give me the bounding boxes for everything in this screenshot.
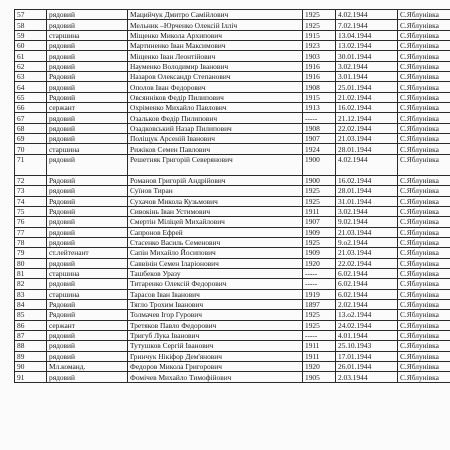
birth-year-cell: ----- (303, 330, 336, 340)
burial-place-cell: С.Яблунівка (398, 372, 450, 382)
row-number-cell: 65 (15, 92, 47, 102)
rank-cell: рядовий (47, 351, 128, 361)
roster-table (14, 9, 450, 383)
table-row (15, 310, 450, 320)
death-date-cell: 21.03.1944 (336, 248, 398, 258)
burial-place-cell: С.Яблунівка (398, 268, 450, 278)
name-cell: Назаров Олександр Степанович (128, 72, 303, 82)
rank-cell: старшина (47, 268, 128, 278)
rank-cell: рядовий (47, 217, 128, 227)
table-row (15, 196, 450, 206)
table-row (15, 186, 450, 196)
table-row (15, 299, 450, 309)
burial-place-cell: С.Яблунівка (398, 72, 450, 82)
death-date-cell: 31.01.1944 (336, 196, 398, 206)
rank-cell: рядовий (47, 51, 128, 61)
name-cell: Тригуб Лука Іванович (128, 330, 303, 340)
birth-year-cell: ----- (303, 279, 336, 289)
rank-cell: сержант (47, 320, 128, 330)
burial-place-cell: С.Яблунівка (398, 123, 450, 133)
name-cell: Сухачов Микола Кузьмович (128, 196, 303, 206)
death-date-cell: 3.02.1944 (336, 206, 398, 216)
page-margin (0, 430, 450, 450)
rank-cell: рядовий (47, 82, 128, 92)
table-row (15, 248, 450, 258)
birth-year-cell: 1907 (303, 134, 336, 144)
name-cell: Міщенко Іван Леонтійович (128, 51, 303, 61)
name-cell: Гринчук Нікіфор Дем'янович (128, 351, 303, 361)
row-number-cell: 69 (15, 134, 47, 144)
row-number-cell: 68 (15, 123, 47, 133)
table-row (15, 227, 450, 237)
row-number-cell: 67 (15, 113, 47, 123)
name-cell: Мельник –Юрченко Олексій Ілліч (128, 20, 303, 30)
name-cell: Науменко Володимир Іванович (128, 61, 303, 71)
row-number-cell: 84 (15, 299, 47, 309)
rank-cell: рядовий (47, 20, 128, 30)
rank-cell: рядовий (47, 134, 128, 144)
burial-place-cell: С.Яблунівка (398, 362, 450, 372)
row-number-cell: 58 (15, 20, 47, 30)
burial-place-cell: С.Яблунівка (398, 51, 450, 61)
table-row (15, 61, 450, 71)
table-row (15, 268, 450, 278)
rank-cell: рядовий (47, 186, 128, 196)
burial-place-cell: С.Яблунівка (398, 237, 450, 247)
row-number-cell: 90 (15, 362, 47, 372)
row-number-cell: 87 (15, 330, 47, 340)
burial-place-cell: С.Яблунівка (398, 41, 450, 51)
table-row (15, 51, 450, 61)
birth-year-cell: 1925 (303, 237, 336, 247)
death-date-cell: 4.02.1944 (336, 154, 398, 175)
name-cell: Стасенко Василь Семенович (128, 237, 303, 247)
burial-place-cell: С.Яблунівка (398, 227, 450, 237)
name-cell: Сапін Михайло Йосипович (128, 248, 303, 258)
death-date-cell: 24.02.1944 (336, 320, 398, 330)
rank-cell: рядовий (47, 41, 128, 51)
burial-place-cell: С.Яблунівка (398, 10, 450, 20)
rank-cell: рядовий (47, 113, 128, 123)
table-row (15, 92, 450, 102)
burial-place-cell: С.Яблунівка (398, 82, 450, 92)
birth-year-cell: 1915 (303, 92, 336, 102)
name-cell: Мартиненко Іван Максимович (128, 41, 303, 51)
table-row (15, 330, 450, 340)
birth-year-cell: 1908 (303, 123, 336, 133)
rank-cell: рядовий (47, 123, 128, 133)
rank-cell: ст.лейтенант (47, 248, 128, 258)
burial-place-cell: С.Яблунівка (398, 196, 450, 206)
birth-year-cell: 1913 (303, 103, 336, 113)
rank-cell: Рядовий (47, 206, 128, 216)
death-date-cell: 9.о2.1944 (336, 237, 398, 247)
burial-place-cell: С.Яблунівка (398, 310, 450, 320)
row-number-cell: 57 (15, 10, 47, 20)
rank-cell: Мл.команд. (47, 362, 128, 372)
rank-cell: рядовий (47, 237, 128, 247)
rank-cell: Рядовий (47, 196, 128, 206)
name-cell: Ташбеков Уразу (128, 268, 303, 278)
burial-place-cell: С.Яблунівка (398, 289, 450, 299)
row-number-cell: 88 (15, 341, 47, 351)
table-row (15, 30, 450, 40)
name-cell: Озальков Федір Пилипович (128, 113, 303, 123)
name-cell: Федоров Микола Григорович (128, 362, 303, 372)
name-cell: Міщенко Микола Архипович (128, 30, 303, 40)
death-date-cell: 21.03.1944 (336, 134, 398, 144)
birth-year-cell: 1925 (303, 310, 336, 320)
rank-cell: рядовий (47, 341, 128, 351)
burial-place-cell: С.Яблунівка (398, 299, 450, 309)
table-row (15, 82, 450, 92)
name-cell: Третяков Павло Федорович (128, 320, 303, 330)
death-date-cell: 22.02.1944 (336, 258, 398, 268)
birth-year-cell: 1900 (303, 175, 336, 185)
birth-year-cell: 1915 (303, 30, 336, 40)
name-cell: Саввінін Семен Іларіонович (128, 258, 303, 268)
row-number-cell: 72 (15, 175, 47, 185)
burial-place-cell: С.Яблунівка (398, 92, 450, 102)
death-date-cell: 3.01.1944 (336, 72, 398, 82)
death-date-cell: 6.02.1944 (336, 268, 398, 278)
death-date-cell: 3.02.1944 (336, 61, 398, 71)
burial-place-cell: С.Яблунівка (398, 248, 450, 258)
burial-place-cell: С.Яблунівка (398, 144, 450, 154)
death-date-cell: 16.02.1944 (336, 103, 398, 113)
table-row (15, 41, 450, 51)
burial-place-cell: С.Яблунівка (398, 330, 450, 340)
birth-year-cell: 1920 (303, 362, 336, 372)
death-date-cell: 2.02.1944 (336, 299, 398, 309)
table-row (15, 103, 450, 113)
name-cell: Ополов Іван Федорович (128, 82, 303, 92)
row-number-cell: 61 (15, 51, 47, 61)
death-date-cell: 17.01.1944 (336, 351, 398, 361)
birth-year-cell: 1911 (303, 351, 336, 361)
birth-year-cell: ----- (303, 268, 336, 278)
name-cell: Тарасов Іван Іванович (128, 289, 303, 299)
row-number-cell: 60 (15, 41, 47, 51)
death-date-cell: 13.о2.1944 (336, 310, 398, 320)
birth-year-cell: 1919 (303, 289, 336, 299)
rank-cell: Рядовий (47, 299, 128, 309)
birth-year-cell: 1916 (303, 61, 336, 71)
row-number-cell: 82 (15, 279, 47, 289)
table-row (15, 144, 450, 154)
birth-year-cell: 1925 (303, 196, 336, 206)
death-date-cell: 21.02.1944 (336, 92, 398, 102)
rank-cell: рядовий (47, 61, 128, 71)
name-cell: Романов Григорій Андрійович (128, 175, 303, 185)
burial-place-cell: С.Яблунівка (398, 134, 450, 144)
rank-cell: Рядовий (47, 72, 128, 82)
row-number-cell: 79 (15, 248, 47, 258)
death-date-cell: 7.02.1944 (336, 20, 398, 30)
birth-year-cell: 1923 (303, 41, 336, 51)
name-cell: Мацийчук Дмитро Самійлович (128, 10, 303, 20)
rank-cell: рядовий (47, 258, 128, 268)
death-date-cell: 21.12.1944 (336, 113, 398, 123)
row-number-cell: 59 (15, 30, 47, 40)
birth-year-cell: 1900 (303, 154, 336, 175)
rank-cell: старшина (47, 144, 128, 154)
birth-year-cell: 1903 (303, 51, 336, 61)
birth-year-cell: 1920 (303, 258, 336, 268)
death-date-cell: 26.01.1944 (336, 362, 398, 372)
name-cell: Рижіков Семен Павлович (128, 144, 303, 154)
name-cell: Тягло Трохим Іванович (128, 299, 303, 309)
death-date-cell: 13.02.1944 (336, 41, 398, 51)
death-date-cell: 13.04.1944 (336, 30, 398, 40)
table-row (15, 154, 450, 175)
table-row (15, 217, 450, 227)
burial-place-cell: С.Яблунівка (398, 320, 450, 330)
death-date-cell: 6.02.1944 (336, 289, 398, 299)
row-number-cell: 71 (15, 154, 47, 175)
birth-year-cell: 1911 (303, 206, 336, 216)
row-number-cell: 81 (15, 268, 47, 278)
name-cell: Толмачев Ігор Гурович (128, 310, 303, 320)
burial-place-cell: С.Яблунівка (398, 351, 450, 361)
birth-year-cell: 1925 (303, 10, 336, 20)
burial-place-cell: С.Яблунівка (398, 103, 450, 113)
row-number-cell: 89 (15, 351, 47, 361)
rank-cell: рядовий (47, 330, 128, 340)
rank-cell: рядовий (47, 227, 128, 237)
death-date-cell: 28.01.1944 (336, 144, 398, 154)
row-number-cell: 85 (15, 310, 47, 320)
row-number-cell: 80 (15, 258, 47, 268)
birth-year-cell: 1916 (303, 72, 336, 82)
death-date-cell: 4.01.1944 (336, 330, 398, 340)
rank-cell: рядовий (47, 372, 128, 382)
burial-place-cell: С.Яблунівка (398, 217, 450, 227)
burial-place-cell: С.Яблунівка (398, 113, 450, 123)
burial-place-cell: С.Яблунівка (398, 279, 450, 289)
burial-place-cell: С.Яблунівка (398, 61, 450, 71)
birth-year-cell: 1908 (303, 82, 336, 92)
death-date-cell: 25.01.1944 (336, 82, 398, 92)
burial-place-cell: С.Яблунівка (398, 154, 450, 175)
row-number-cell: 78 (15, 237, 47, 247)
death-date-cell: 25.10.1943 (336, 341, 398, 351)
row-number-cell: 83 (15, 289, 47, 299)
death-date-cell: 30.01.1944 (336, 51, 398, 61)
table-row (15, 362, 450, 372)
row-number-cell: 73 (15, 186, 47, 196)
rank-cell: Рядовий (47, 175, 128, 185)
table-row (15, 72, 450, 82)
row-number-cell: 76 (15, 217, 47, 227)
death-date-cell: 6.02.1944 (336, 279, 398, 289)
birth-year-cell: 1925 (303, 186, 336, 196)
rank-cell: старшина (47, 289, 128, 299)
rank-cell: рядовий (47, 10, 128, 20)
table-row (15, 372, 450, 382)
table-row (15, 10, 450, 20)
burial-place-cell: С.Яблунівка (398, 20, 450, 30)
name-cell: Сапронов Ефрей (128, 227, 303, 237)
death-date-cell: 21.03.1944 (336, 227, 398, 237)
row-number-cell: 66 (15, 103, 47, 113)
rank-cell: рядовий (47, 154, 128, 175)
name-cell: Сивокінь Іван Устимович (128, 206, 303, 216)
name-cell: Поліщук Арсеній Іванович (128, 134, 303, 144)
burial-place-cell: С.Яблунівка (398, 258, 450, 268)
birth-year-cell: 1924 (303, 144, 336, 154)
burial-place-cell: С.Яблунівка (398, 175, 450, 185)
rank-cell: Рядовий (47, 92, 128, 102)
burial-place-cell: С.Яблунівка (398, 186, 450, 196)
burial-place-cell: С.Яблунівка (398, 30, 450, 40)
row-number-cell: 62 (15, 61, 47, 71)
table-row (15, 258, 450, 268)
row-number-cell: 75 (15, 206, 47, 216)
rank-cell: сержант (47, 103, 128, 113)
birth-year-cell: 1907 (303, 217, 336, 227)
birth-year-cell: 1905 (303, 372, 336, 382)
death-date-cell: 16.02.1944 (336, 175, 398, 185)
birth-year-cell: 1911 (303, 341, 336, 351)
row-number-cell: 70 (15, 144, 47, 154)
name-cell: Тутушков Сергій Іванович (128, 341, 303, 351)
birth-year-cell: 1909 (303, 248, 336, 258)
table-row (15, 341, 450, 351)
row-number-cell: 64 (15, 82, 47, 92)
row-number-cell: 63 (15, 72, 47, 82)
death-date-cell: 2.03.1944 (336, 372, 398, 382)
death-date-cell: 4.02.1944 (336, 10, 398, 20)
rank-cell: старшина (47, 30, 128, 40)
name-cell: Охріменко Михайло Павлович (128, 103, 303, 113)
row-number-cell: 86 (15, 320, 47, 330)
burial-place-cell: С.Яблунівка (398, 206, 450, 216)
name-cell: Суїнов Тиран (128, 186, 303, 196)
death-date-cell: 9.02.1944 (336, 217, 398, 227)
table-row (15, 134, 450, 144)
birth-year-cell: 1897 (303, 299, 336, 309)
birth-year-cell: 1925 (303, 20, 336, 30)
row-number-cell: 77 (15, 227, 47, 237)
row-number-cell: 74 (15, 196, 47, 206)
table-row (15, 113, 450, 123)
table-row (15, 289, 450, 299)
name-cell: Овсянніков Федір Пилипович (128, 92, 303, 102)
death-date-cell: 28.01.1944 (336, 186, 398, 196)
birth-year-cell: ----- (303, 113, 336, 123)
rank-cell: Рядовий (47, 310, 128, 320)
table-row (15, 206, 450, 216)
table-row (15, 175, 450, 185)
name-cell: Решетняк Григорій Северянович (128, 154, 303, 175)
name-cell: Смертін Міліцей Михайлович (128, 217, 303, 227)
table-row (15, 20, 450, 30)
death-date-cell: 22.02.1944 (336, 123, 398, 133)
name-cell: Фомічев Михайло Тимофійович (128, 372, 303, 382)
table-row (15, 320, 450, 330)
row-number-cell: 91 (15, 372, 47, 382)
rank-cell: рядовий (47, 279, 128, 289)
table-row (15, 237, 450, 247)
table-row (15, 351, 450, 361)
roster-body (15, 10, 450, 383)
birth-year-cell: 1925 (303, 320, 336, 330)
table-row (15, 279, 450, 289)
birth-year-cell: 1909 (303, 227, 336, 237)
burial-place-cell: С.Яблунівка (398, 341, 450, 351)
table-row (15, 123, 450, 133)
name-cell: Титаренко Олексій Федорович (128, 279, 303, 289)
name-cell: Озадковський Назар Пилипович (128, 123, 303, 133)
